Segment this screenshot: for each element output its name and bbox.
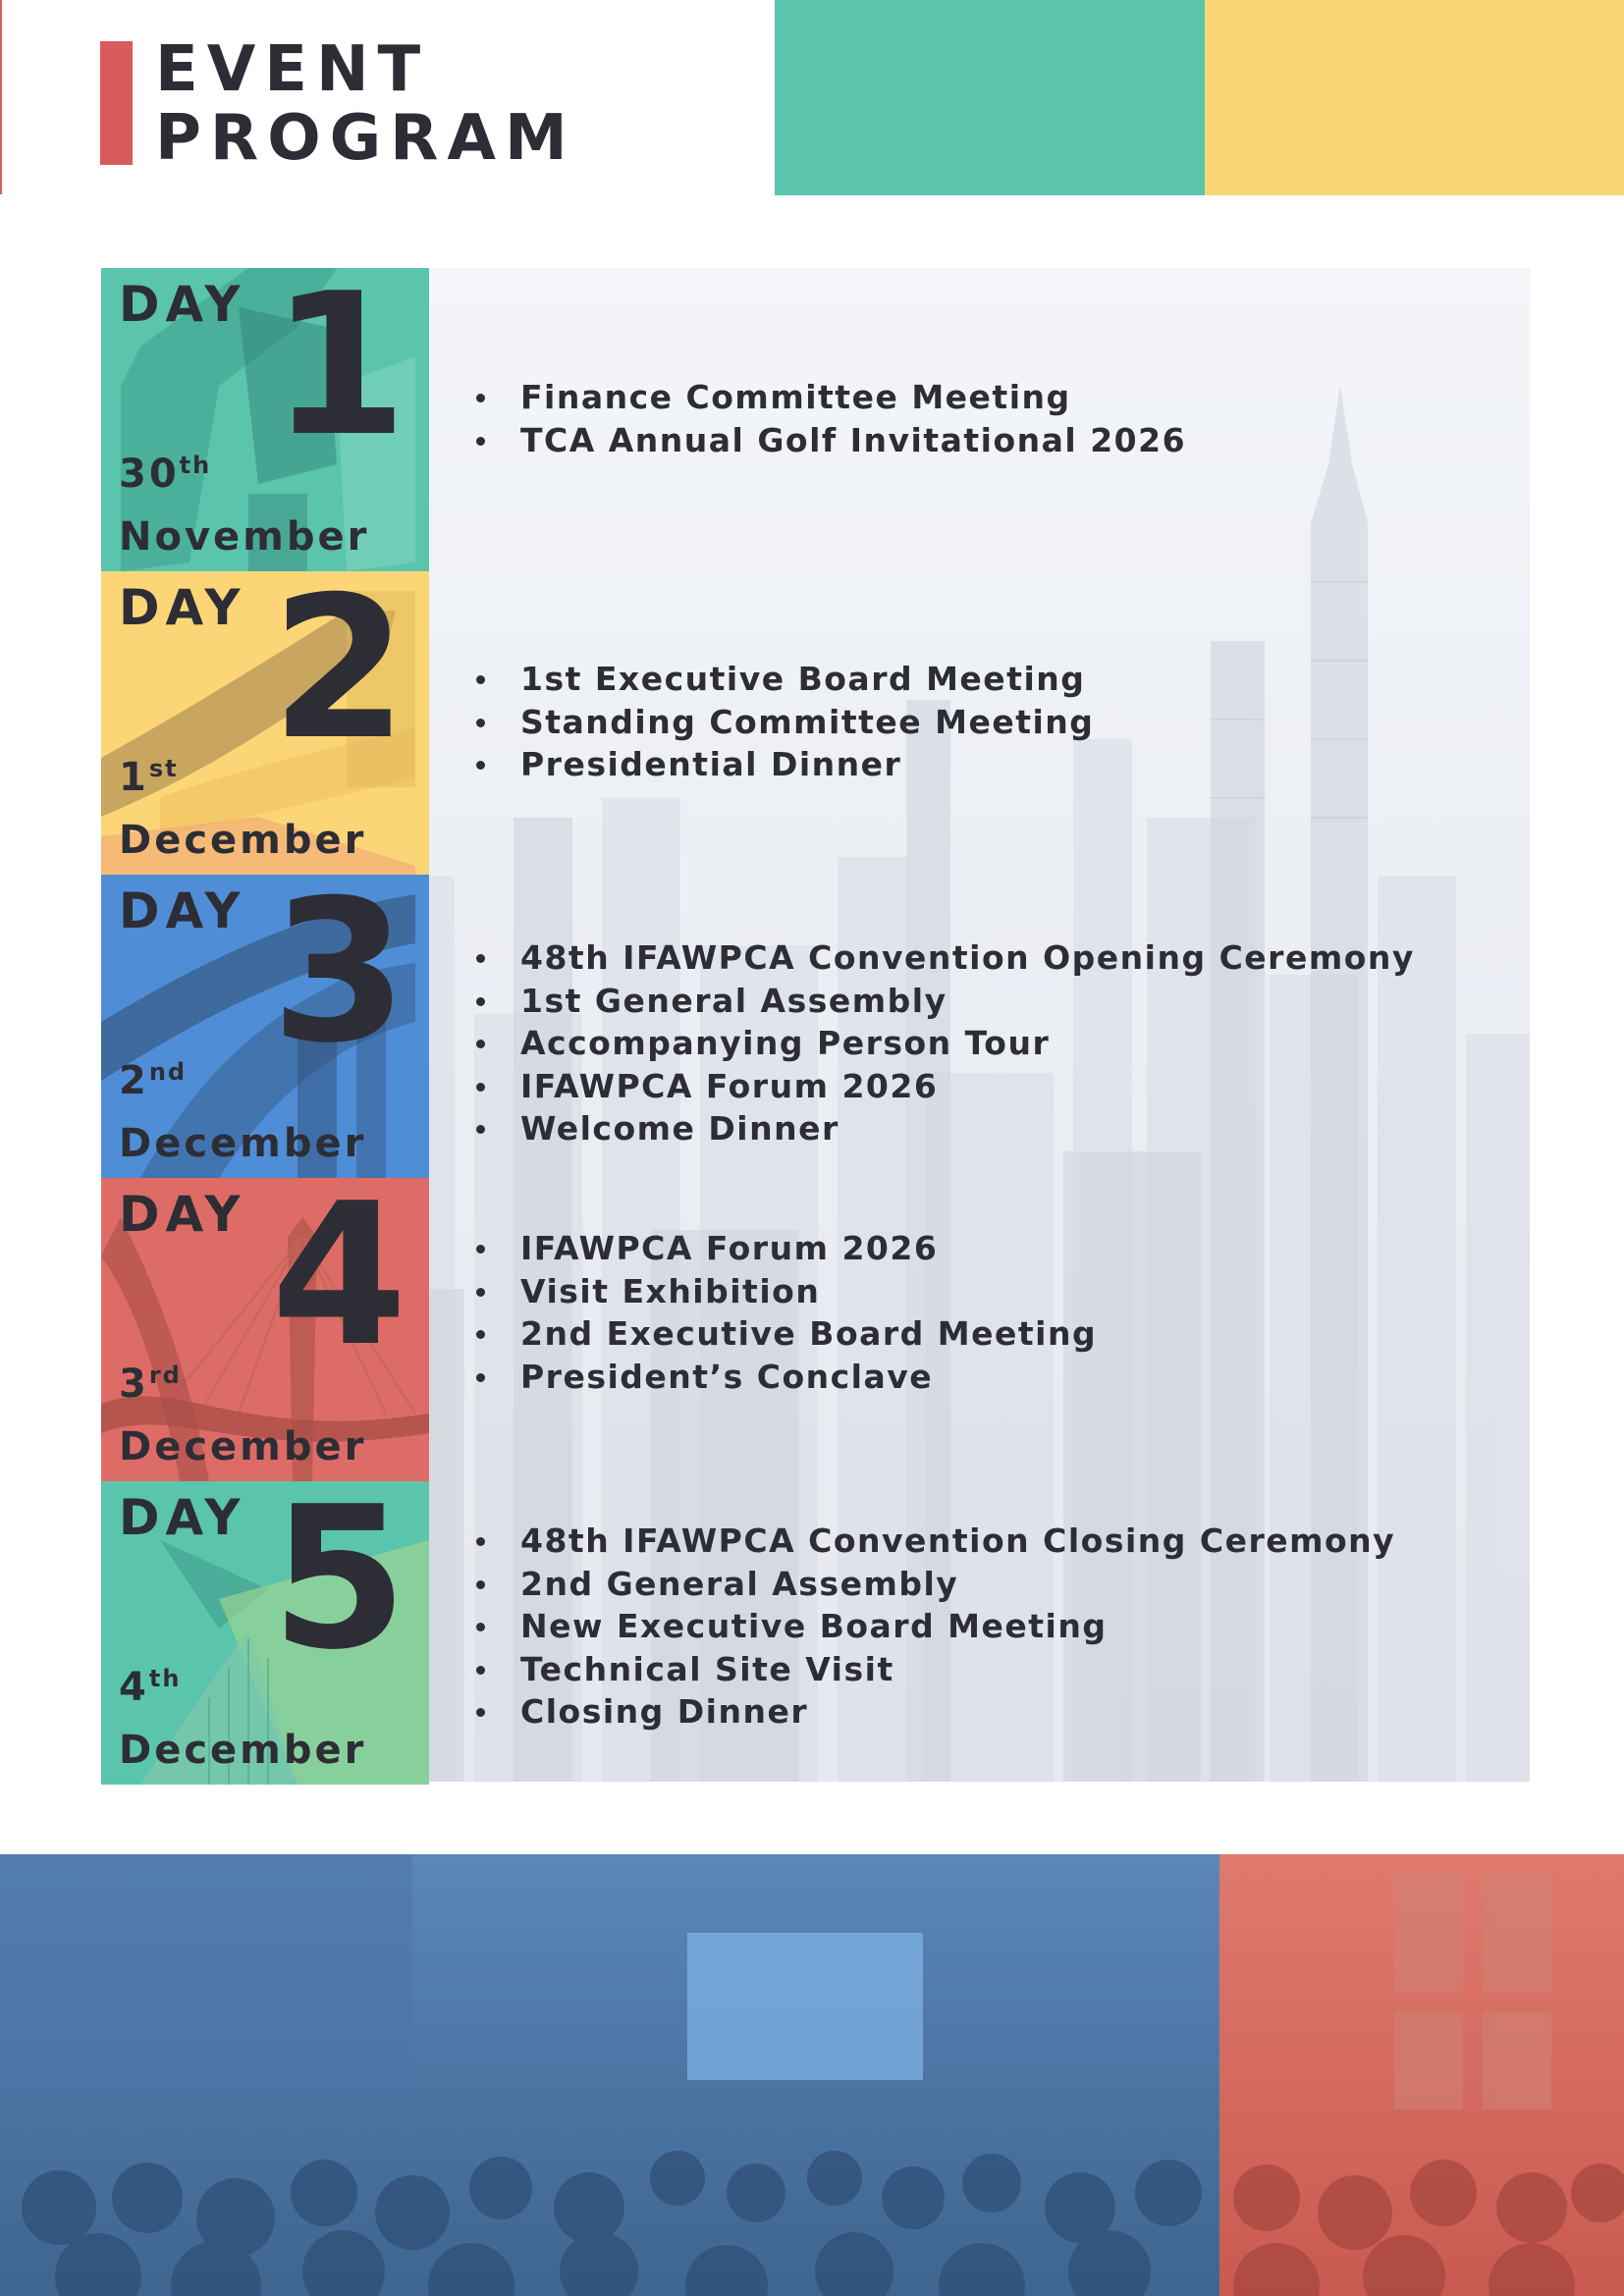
date-day: 3rd — [119, 1362, 182, 1407]
day-2-tile — [101, 571, 429, 875]
conference-audience-photo — [0, 1854, 1624, 2296]
agenda-item: President’s Conclave — [469, 1356, 1097, 1399]
title-line-1: EVENT — [155, 33, 430, 106]
agenda-item: Technical Site Visit — [469, 1648, 1395, 1691]
day-4-tile — [101, 1178, 429, 1481]
date-month: December — [119, 1728, 367, 1773]
day-1-agenda — [469, 376, 1186, 461]
agenda-item: Welcome Dinner — [469, 1107, 1415, 1150]
agenda-item: 48th IFAWPCA Convention Opening Ceremony — [469, 936, 1415, 980]
agenda-item: Accompanying Person Tour — [469, 1022, 1415, 1065]
title-line-2: PROGRAM — [155, 102, 576, 175]
day-number: 5 — [270, 1481, 407, 1693]
day-number: 4 — [270, 1178, 407, 1390]
page-title — [155, 35, 576, 173]
date-month: December — [119, 1424, 367, 1469]
day-number: 3 — [270, 875, 407, 1087]
day-5-tile — [101, 1481, 429, 1785]
agenda-item: IFAWPCA Forum 2026 — [469, 1065, 1415, 1108]
agenda-item: TCA Annual Golf Invitational 2026 — [469, 419, 1186, 462]
audience-illustration — [0, 1854, 1624, 2296]
header-accent-bar — [100, 41, 133, 165]
date-day: 4th — [119, 1665, 182, 1710]
agenda-item: 1st General Assembly — [469, 980, 1415, 1023]
date-day: 2nd — [119, 1058, 188, 1103]
day-5-agenda — [469, 1520, 1395, 1734]
agenda-item: Presidential Dinner — [469, 743, 1094, 786]
agenda-item: Visit Exhibition — [469, 1270, 1097, 1313]
agenda-item: 2nd Executive Board Meeting — [469, 1312, 1097, 1356]
agenda-item: 48th IFAWPCA Convention Closing Ceremony — [469, 1520, 1395, 1563]
agenda-item: 2nd General Assembly — [469, 1563, 1395, 1606]
date-month: November — [119, 514, 370, 560]
day-label: DAY — [119, 579, 246, 636]
day-label: DAY — [119, 276, 246, 333]
day-3-tile — [101, 875, 429, 1178]
date-month: December — [119, 818, 367, 863]
day-2-agenda — [469, 658, 1094, 786]
header-teal-block — [775, 0, 1205, 195]
date-day: 1st — [119, 755, 179, 800]
day-3-agenda — [469, 936, 1415, 1150]
agenda-item: Standing Committee Meeting — [469, 701, 1094, 744]
day-label: DAY — [119, 882, 246, 939]
agenda-item: Closing Dinner — [469, 1690, 1395, 1734]
date-day: 30th — [119, 452, 212, 497]
day-label: DAY — [119, 1186, 246, 1243]
page-edge-line — [0, 0, 2, 194]
day-number: 2 — [270, 571, 407, 783]
day-number: 1 — [270, 268, 407, 480]
day-label: DAY — [119, 1489, 246, 1546]
agenda-item: New Executive Board Meeting — [469, 1605, 1395, 1648]
header-yellow-block — [1205, 0, 1624, 195]
agenda-item: 1st Executive Board Meeting — [469, 658, 1094, 701]
agenda-item: IFAWPCA Forum 2026 — [469, 1227, 1097, 1270]
agenda-item: Finance Committee Meeting — [469, 376, 1186, 419]
day-1-tile — [101, 268, 429, 571]
date-month: December — [119, 1121, 367, 1166]
day-4-agenda — [469, 1227, 1097, 1398]
